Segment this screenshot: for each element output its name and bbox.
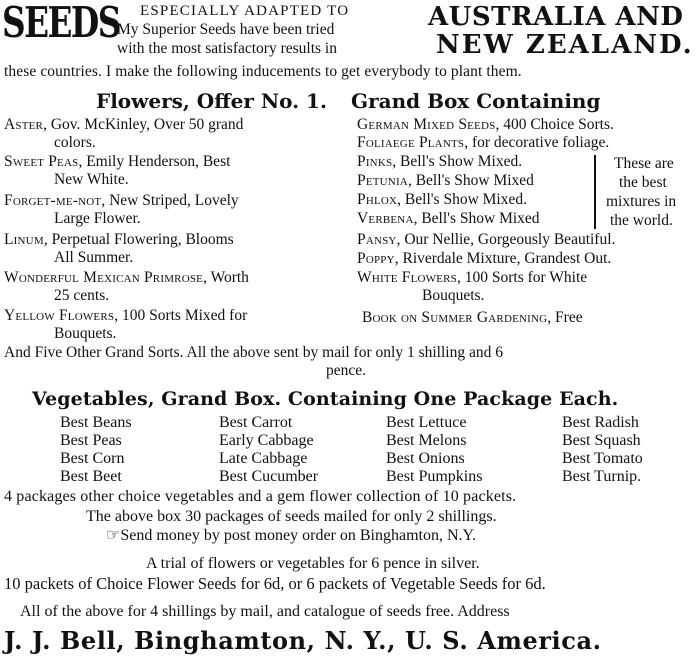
flower-item-cont: 25 cents.: [54, 287, 110, 304]
grand-box-item: Foliaege Plants, for decorative foliage.: [357, 134, 610, 151]
flower-item: Yellow Flowers, 100 Sorts Mixed for: [4, 307, 248, 324]
veg-item: Best Onions: [386, 450, 465, 467]
bracket-note-line: These are: [614, 155, 674, 172]
veg-item: Best Lettuce: [386, 414, 467, 431]
veg-item: Best Squash: [562, 432, 641, 449]
tagline-line-1: ESPECIALLY ADAPTED TO: [140, 3, 350, 19]
grand-box-item: German Mixed Seeds, 400 Choice Sorts.: [357, 116, 614, 133]
grand-box-heading: Grand Box Containing: [351, 89, 601, 113]
veg-price-line: The above box 30 packages of seeds mailed for only 2 shillings.: [86, 508, 497, 525]
veg-extra-line: 4 packages other choice vegetables and a gem flower collection of 10 packets.: [4, 488, 517, 505]
flower-item: Wonderful Mexican Primrose, Worth: [4, 269, 249, 286]
bracket-note-line: the best: [619, 174, 667, 191]
intro-text: these countries. I make the following inducements to get everybody to plant them.: [4, 63, 522, 80]
money-line: ☞Send money by post money order on Binghamton, N.Y.: [106, 527, 477, 544]
flower-item: Sweet Peas, Emily Henderson, Best: [4, 153, 231, 170]
flower-item-cont: Bouquets.: [54, 325, 117, 342]
flower-item-cont: colors.: [54, 134, 96, 151]
veg-item: Best Cucumber: [219, 468, 319, 485]
flower-item-cont: New White.: [54, 171, 129, 188]
veg-item: Best Peas: [60, 432, 122, 449]
trial-line-1: A trial of flowers or vegetables for 6 pence in silver.: [146, 555, 480, 572]
tagline-line-2: My Superior Seeds have been tried: [117, 21, 335, 38]
grand-box-item-cont: Bouquets.: [422, 287, 485, 304]
veg-item: Best Tomato: [562, 450, 643, 467]
grand-box-item: Pansy, Our Nellie, Gorgeously Beautiful.: [357, 231, 616, 248]
bracket-note-line: mixtures in: [606, 193, 677, 210]
seeds-title: SEEDS: [2, 0, 120, 47]
grand-box-item: Verbena, Bell's Show Mixed: [357, 210, 540, 227]
grand-box-item: Pinks, Bell's Show Mixed.: [357, 153, 523, 170]
veg-item: Best Pumpkins: [386, 468, 483, 485]
flowers-heading: Flowers, Offer No. 1.: [96, 89, 327, 113]
veg-item: Late Cabbage: [219, 450, 308, 467]
veg-item: Best Carrot: [219, 414, 293, 431]
veg-item: Early Cabbage: [219, 432, 314, 449]
veg-item: Best Corn: [60, 450, 125, 467]
flower-offer-line-2: pence.: [326, 362, 367, 379]
tagline-line-3: with the most satisfactory results in: [117, 40, 337, 57]
grand-box-item: White Flowers, 100 Sorts for White: [357, 269, 588, 286]
bracket-note-line: the world.: [610, 212, 673, 229]
bracket-line-left: [594, 155, 596, 229]
flower-item: Aster, Gov. McKinley, Over 50 grand: [4, 116, 244, 133]
flower-item-cont: All Summer.: [54, 249, 134, 266]
country-line-1: AUSTRALIA AND: [428, 2, 684, 32]
trial-line-3: All of the above for 4 shillings by mail, and catalogue of seeds free. Address: [20, 603, 510, 620]
country-line-2: NEW ZEALAND.: [436, 30, 694, 60]
vegetables-heading: Vegetables, Grand Box. Containing One Package Each.: [32, 388, 619, 410]
veg-item: Best Beet: [60, 468, 122, 485]
grand-box-item: Book on Summer Gardening, Free: [362, 309, 583, 326]
grand-box-item: Phlox, Bell's Show Mixed.: [357, 191, 527, 208]
pointing-hand-icon: ☞: [106, 527, 121, 544]
trial-line-2: 10 packets of Choice Flower Seeds for 6d, or 6 packets of Vegetable Seeds for 6d.: [4, 574, 546, 593]
address-line: J. J. Bell, Binghamton, N. Y., U. S. America.: [4, 626, 602, 655]
flower-item: Linum, Perpetual Flowering, Blooms: [4, 231, 234, 248]
grand-box-item: Petunia, Bell's Show Mixed: [357, 172, 534, 189]
flower-offer-line-1: And Five Other Grand Sorts. All the above sent by mail for only 1 shilling and 6: [4, 344, 503, 361]
veg-item: Best Radish: [562, 414, 639, 431]
veg-item: Best Turnip.: [562, 468, 642, 485]
veg-item: Best Beans: [60, 414, 132, 431]
grand-box-item: Poppy, Riverdale Mixture, Grandest Out.: [357, 250, 612, 267]
flower-item-cont: Large Flower.: [54, 210, 141, 227]
flower-item: Forget-me-not, New Striped, Lovely: [4, 192, 239, 209]
veg-item: Best Melons: [386, 432, 467, 449]
